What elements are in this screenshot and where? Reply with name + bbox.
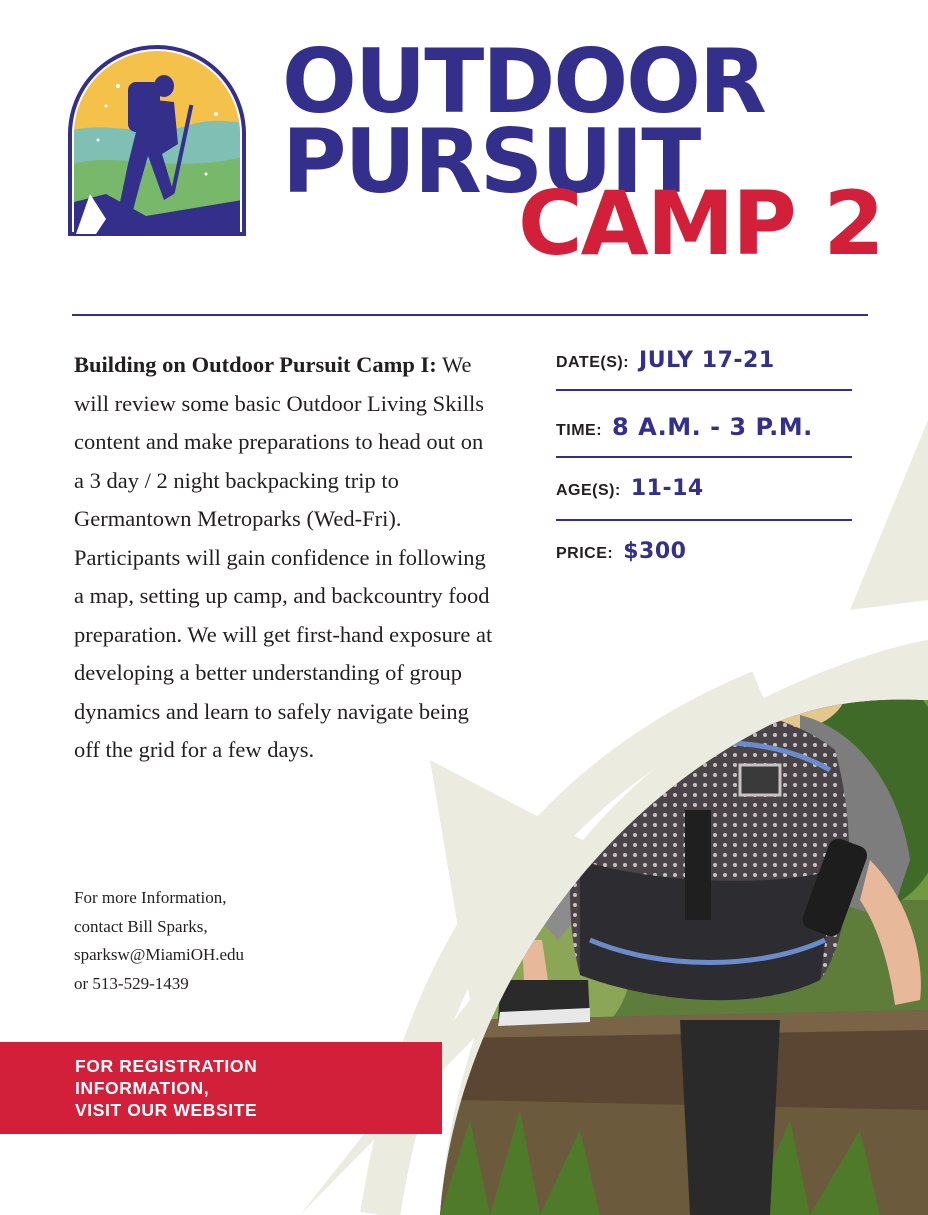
registration-line: INFORMATION, [75,1078,210,1098]
title-line-pursuit: PURSUIT [282,110,700,213]
registration-text [75,1055,257,1121]
contact-line: For more Information, [74,888,227,907]
time-label: TIME: [556,422,603,439]
contact-email: sparksw@MiamiOH.edu [74,945,245,964]
header-divider [72,314,868,316]
intro-heading: Building on Outdoor Pursuit Camp I: [74,352,437,377]
price-label: PRICE: [556,545,614,562]
dates-row [556,348,775,373]
ages-divider [556,519,852,521]
title-line-camp: CAMP 2 [518,172,883,275]
dates-divider [556,389,852,391]
time-value: 8 A.M. - 3 P.M. [612,413,813,441]
dates-label: DATE(S): [556,354,630,371]
time-row [556,413,813,441]
ages-value: 11-14 [630,476,704,501]
contact-info [74,884,374,998]
ages-row [556,476,704,501]
contact-phone: or 513-529-1439 [74,973,189,993]
price-value: $300 [623,539,687,564]
time-divider [556,456,852,458]
price-row [556,539,686,564]
ages-label: AGE(S): [556,482,621,499]
intro-paragraph [74,346,494,770]
intro-body: We will review some basic Outdoor Living Skills content and make preparations to head out on a 3 day / 2 night backpacking trip to Germantown Metroparks (Wed-Fri). Participants will gain confidence in following a map, setting up camp, and backcountry food preparation. We will get first-hand exposure at developing a better understanding of group dynamics and learn to safely navigate being off the grid for a few days. [74,352,493,762]
dates-value: JULY 17-21 [639,348,775,373]
hiker-photo [440,640,928,1215]
contact-line: contact Bill Sparks, [74,916,208,936]
hiker-badge-icon [66,44,248,236]
registration-line: FOR REGISTRATION [75,1056,258,1076]
registration-line: VISIT OUR WEBSITE [75,1100,258,1120]
title-line-outdoor: OUTDOOR [282,30,765,133]
